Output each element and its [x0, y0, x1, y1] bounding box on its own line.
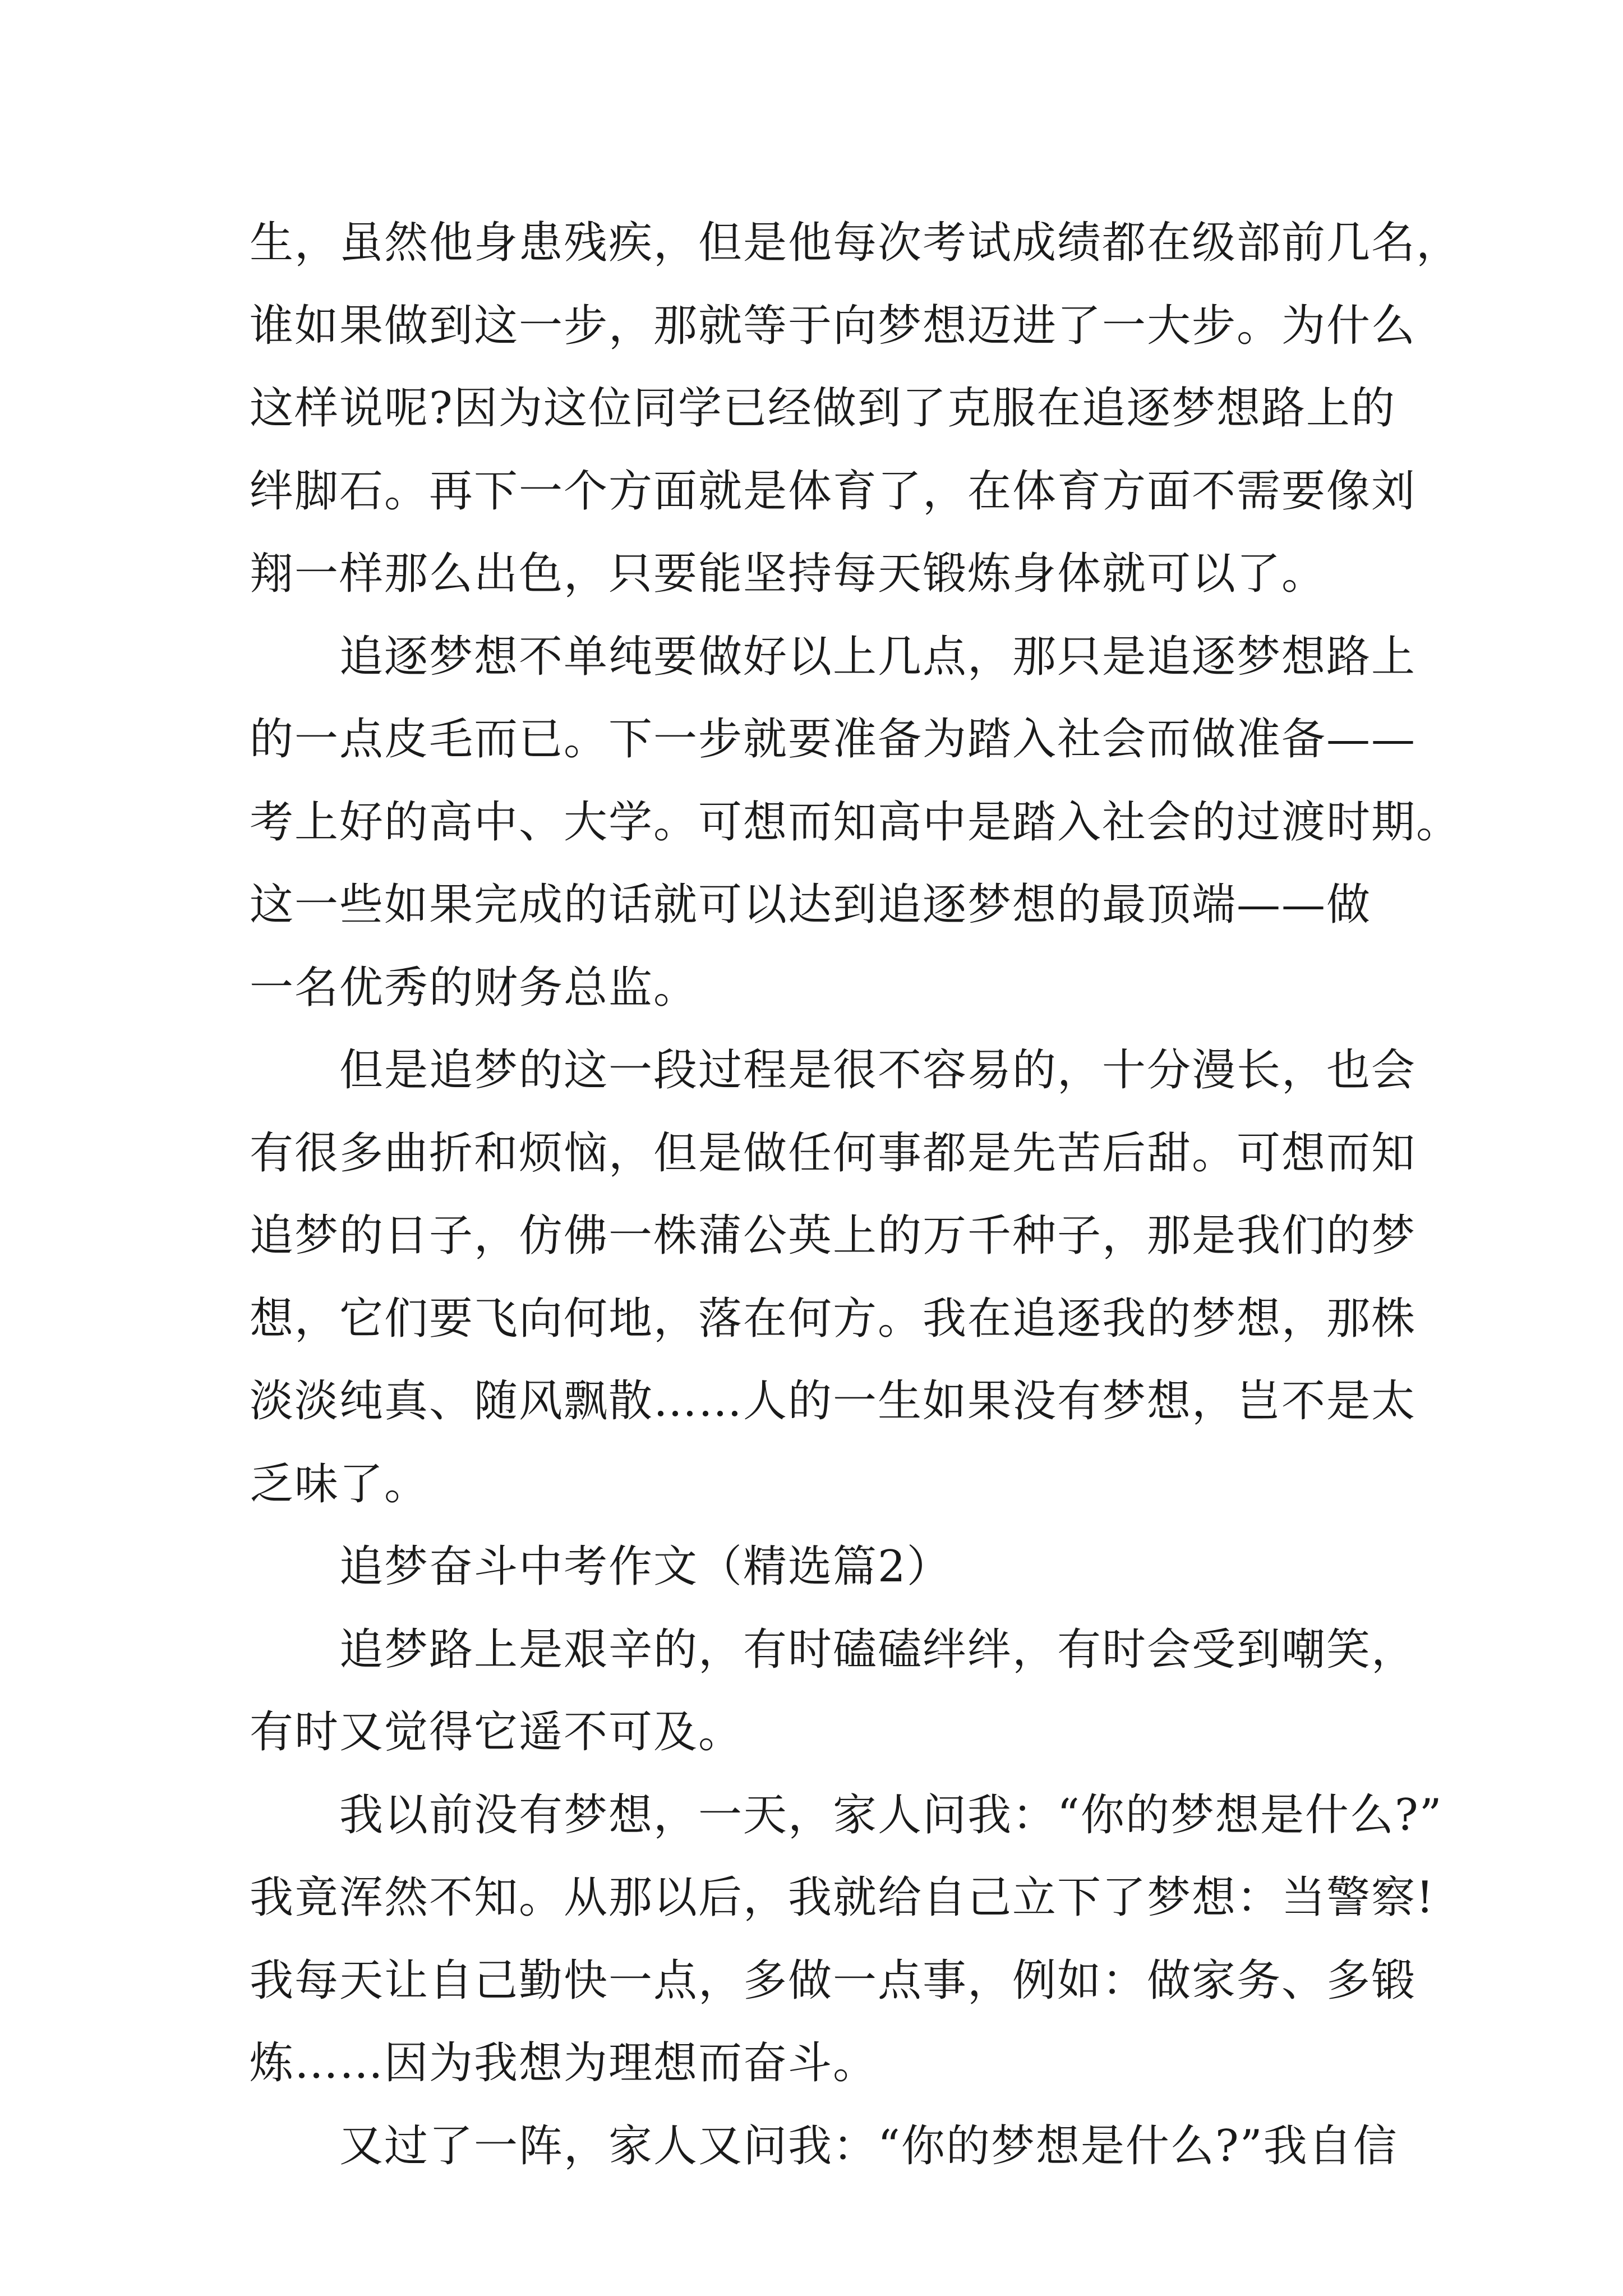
text-line: 的一点皮毛而已。下一步就要准备为踏入社会而做准备—— [250, 714, 1417, 765]
paragraph-first-line: 我以前没有梦想，一天，家人问我：“你的梦想是什么?” [339, 1789, 1443, 1841]
text-line: 绊脚石。再下一个方面就是体育了，在体育方面不需要像刘 [250, 466, 1417, 517]
text-line: 追梦的日子，仿佛一株蒲公英上的万千种子，那是我们的梦 [250, 1211, 1417, 1261]
text-line: 有很多曲折和烦恼，但是做任何事都是先苦后甜。可想而知 [250, 1128, 1417, 1179]
article-body [250, 202, 1461, 2188]
paragraph-first-line: 追逐梦想不单纯要做好以上几点，那只是追逐梦想路上 [339, 631, 1417, 682]
text-line: 这一些如果完成的话就可以达到追逐梦想的最顶端——做 [250, 880, 1372, 930]
text-line: 谁如果做到这一步，那就等于向梦想迈进了一大步。为什么 [250, 300, 1417, 351]
text-line: 一名优秀的财务总监。 [250, 962, 699, 1013]
text-line: 考上好的高中、大学。可想而知高中是踏入社会的过渡时期。 [250, 797, 1461, 848]
text-line: 想，它们要飞向何地，落在何方。我在追逐我的梦想，那株 [250, 1293, 1417, 1344]
paragraph-first-line: 又过了一阵，家人又问我：“你的梦想是什么?”我自信 [339, 2120, 1398, 2171]
text-line: 我每天让自己勤快一点，多做一点事，例如：做家务、多锻 [250, 1955, 1417, 2006]
text-line: 有时又觉得它遥不可及。 [250, 1707, 744, 1757]
text-line: 生，虽然他身患残疾，但是他每次考试成绩都在级部前几名， [250, 218, 1461, 268]
text-line: 翔一样那么出色，只要能坚持每天锻炼身体就可以了。 [250, 549, 1327, 599]
text-line: 炼……因为我想为理想而奋斗。 [250, 2038, 878, 2088]
text-line: 淡淡纯真、随风飘散……人的一生如果没有梦想，岂不是太 [250, 1376, 1417, 1427]
text-line: 我竟浑然不知。从那以后，我就给自己立下了梦想：当警察! [250, 1872, 1435, 1923]
text-line: 乏味了。 [250, 1458, 430, 1510]
text-line: 这样说呢?因为这位同学已经做到了克服在追逐梦想路上的 [250, 383, 1396, 434]
paragraph-first-line: 但是追梦的这一段过程是很不容易的，十分漫长，也会 [339, 1045, 1417, 1096]
section-heading: 追梦奋斗中考作文（精选篇2） [339, 1542, 952, 1592]
paragraph-first-line: 追梦路上是艰辛的，有时磕磕绊绊，有时会受到嘲笑， [339, 1624, 1417, 1675]
